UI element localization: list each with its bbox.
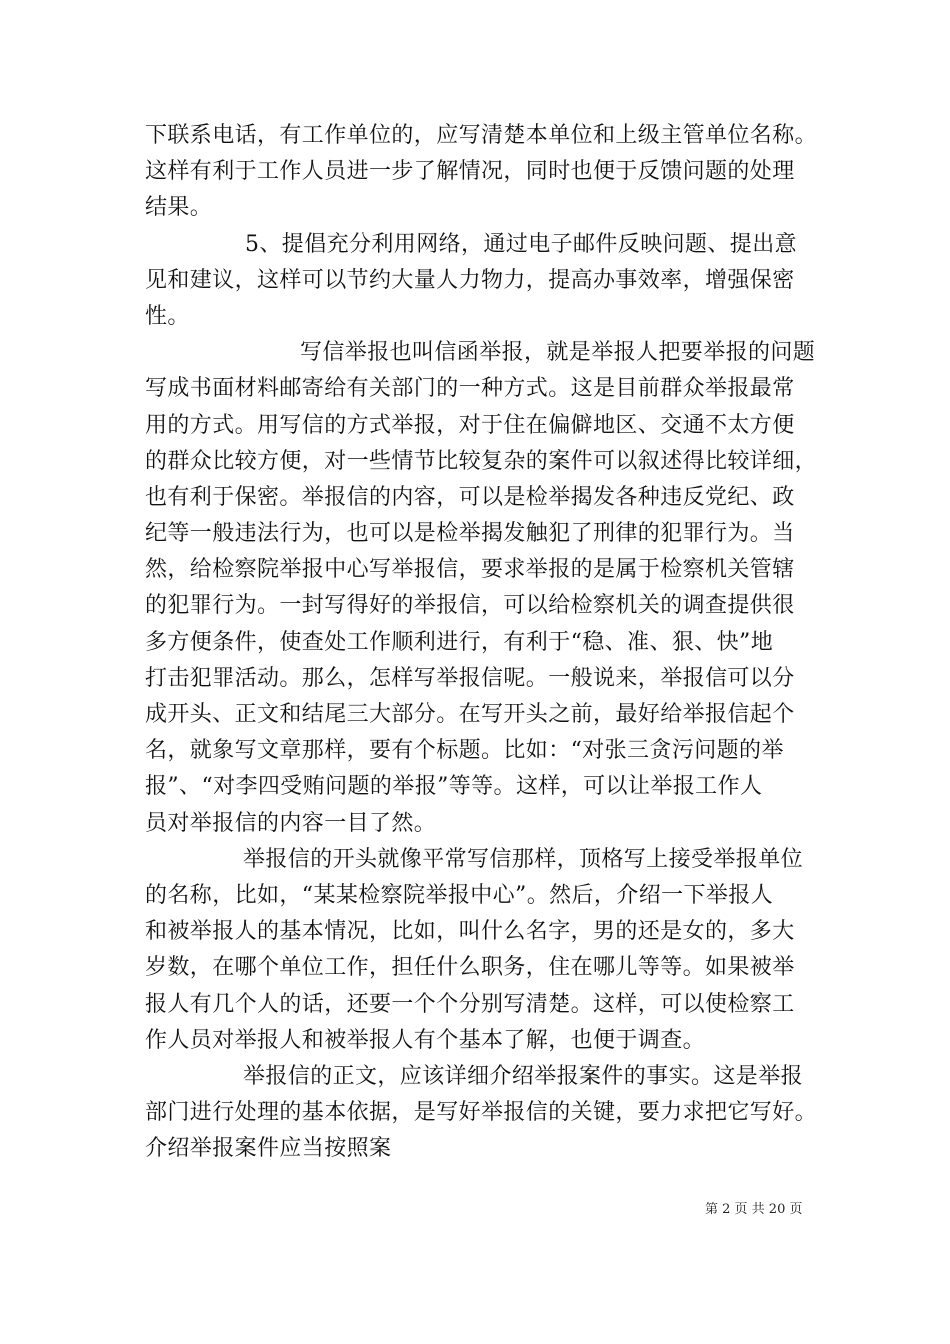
text-line: 的群众比较方便，对一些情节比较复杂的案件可以叙述得比较详细， (145, 448, 818, 474)
text-line: 成开头、正文和结尾三大部分。在写开头之前，最好给举报信起个 (145, 702, 795, 727)
text-line: 的名称，比如，“某某检察院举报中心”。然后，介绍一下举报人 (145, 882, 774, 908)
text-line: 多方便条件，使查处工作顺利进行，有利于“稳、准、狠、快”地 (145, 629, 774, 655)
text-line: 也有利于保密。举报信的内容，可以是检举揭发各种违反党纪、政 (145, 484, 795, 510)
text-line: 纪等一般违法行为，也可以是检举揭发触犯了刑律的犯罪行为。当 (145, 521, 795, 547)
text-line: 写成书面材料邮寄给有关部门的一种方式。这是目前群众举报最常 (145, 376, 795, 402)
text-line: 员对举报信的内容一目了然。 (145, 810, 437, 836)
text-line: 的犯罪行为。一封写得好的举报信，可以给检察机关的调查提供很 (145, 593, 795, 619)
text-line: 和被举报人的基本情况，比如，叫什么名字，男的还是女的，多大 (145, 919, 795, 945)
text-line: 结果。 (145, 195, 213, 221)
text-line: 举报信的开头就像平常写信那样，顶格写上接受举报单位 (243, 846, 804, 872)
text-line: 下联系电话，有工作单位的，应写清楚本单位和上级主管单位名称。 (145, 123, 818, 148)
text-line: 见和建议，这样可以节约大量人力物力，提高办事效率，增强保密 (145, 267, 795, 293)
page-number: 第 2 页 共 20 页 (705, 1202, 803, 1217)
text-line: 打击犯罪活动。那么，怎样写举报信呢。一般说来，举报信可以分 (145, 665, 795, 691)
text-line: 岁数，在哪个单位工作，担任什么职务，住在哪儿等等。如果被举 (145, 955, 795, 981)
text-line: 介绍举报案件应当按照案 (145, 1136, 392, 1162)
text-line: 报人有几个人的话，还要一个个分别写清楚。这样，可以使检察工 (145, 991, 795, 1017)
text-line: 部门进行处理的基本依据，是写好举报信的关键，要力求把它写好。 (145, 1100, 818, 1126)
text-line: 作人员对举报人和被举报人有个基本了解，也便于调查。 (145, 1027, 706, 1053)
text-line: 5、提倡充分利用网络，通过电子邮件反映问题、提出意 (245, 231, 797, 257)
text-line: 名，就象写文章那样，要有个标题。比如：“对张三贪污问题的举 (145, 738, 784, 764)
document-body (145, 118, 835, 1167)
text-line: 举报信的正文，应该详细介绍举报案件的事实。这是举报 (243, 1063, 804, 1089)
text-line: 性。 (145, 303, 190, 329)
text-line: 这样有利于工作人员进一步了解情况，同时也便于反馈问题的处理 (145, 159, 795, 185)
text-line: 写信举报也叫信函举报，就是举报人把要举报的问题 (300, 340, 816, 366)
text-line: 用的方式。用写信的方式举报，对于住在偏僻地区、交通不太方便 (145, 412, 795, 438)
text-line: 报”、“对李四受贿问题的举报”等等。这样，可以让举报工作人 (145, 774, 763, 800)
text-line: 然，给检察院举报中心写举报信，要求举报的是属于检察机关管辖 (145, 557, 795, 583)
